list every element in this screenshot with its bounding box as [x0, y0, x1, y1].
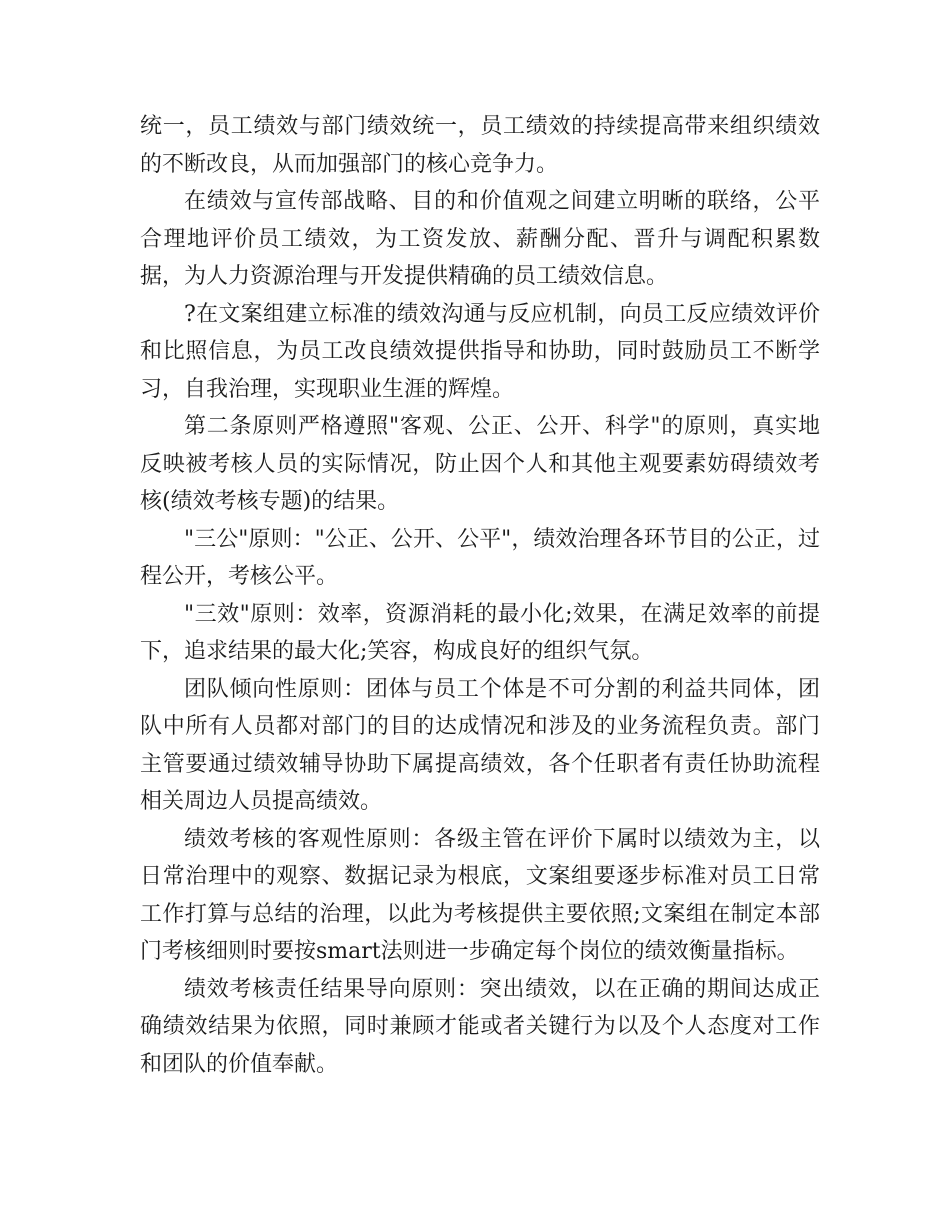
paragraph-6: "三效"原则：效率，资源消耗的最小化;效果，在满足效率的前提下，追求结果的最大化;笑容，构成良好的组织气氛。: [140, 601, 820, 664]
paragraph-5: "三公"原则："公正、公开、公平"，绩效治理各环节目的公正，过程公开，考核公平。: [140, 526, 820, 589]
paragraph-8: 绩效考核的客观性原则：各级主管在评价下属时以绩效为主，以日常治理中的观察、数据记录为根底，文案组要逐步标准对员工日常工作打算与总结的治理，以此为考核提供主要依照;文案组在制定本部门考核细则时要按smart法则进一步确定每个岗位的绩效衡量指标。: [140, 826, 820, 964]
paragraph-9: 绩效考核责任结果导向原则：突出绩效，以在正确的期间达成正确绩效结果为依照，同时兼顾才能或者关键行为以及个人态度对工作和团队的价值奉献。: [140, 976, 820, 1077]
paragraph-3: ?在文案组建立标准的绩效沟通与反应机制，向员工反应绩效评价和比照信息，为员工改良绩效提供指导和协助，同时鼓励员工不断学习，自我治理，实现职业生涯的辉煌。: [140, 301, 820, 402]
paragraph-1: 统一，员工绩效与部门绩效统一，员工绩效的持续提高带来组织绩效的不断改良，从而加强部门的核心竞争力。: [140, 114, 820, 177]
paragraph-4: 第二条原则严格遵照"客观、公正、公开、科学"的原则，真实地反映被考核人员的实际情况，防止因个人和其他主观要素妨碍绩效考核(绩效考核专题)的结果。: [140, 414, 820, 514]
paragraph-7: 团队倾向性原则：团体与员工个体是不可分割的利益共同体，团队中所有人员都对部门的目的达成情况和涉及的业务流程负责。部门主管要通过绩效辅导协助下属提高绩效，各个任职者有责任协助流程相关周边人员提高绩效。: [140, 676, 820, 814]
document-body: [140, 108, 820, 1083]
paragraph-2: 在绩效与宣传部战略、目的和价值观之间建立明晰的联络，公平合理地评价员工绩效，为工资发放、薪酬分配、晋升与调配积累数据，为人力资源治理与开发提供精确的员工绩效信息。: [140, 189, 820, 289]
